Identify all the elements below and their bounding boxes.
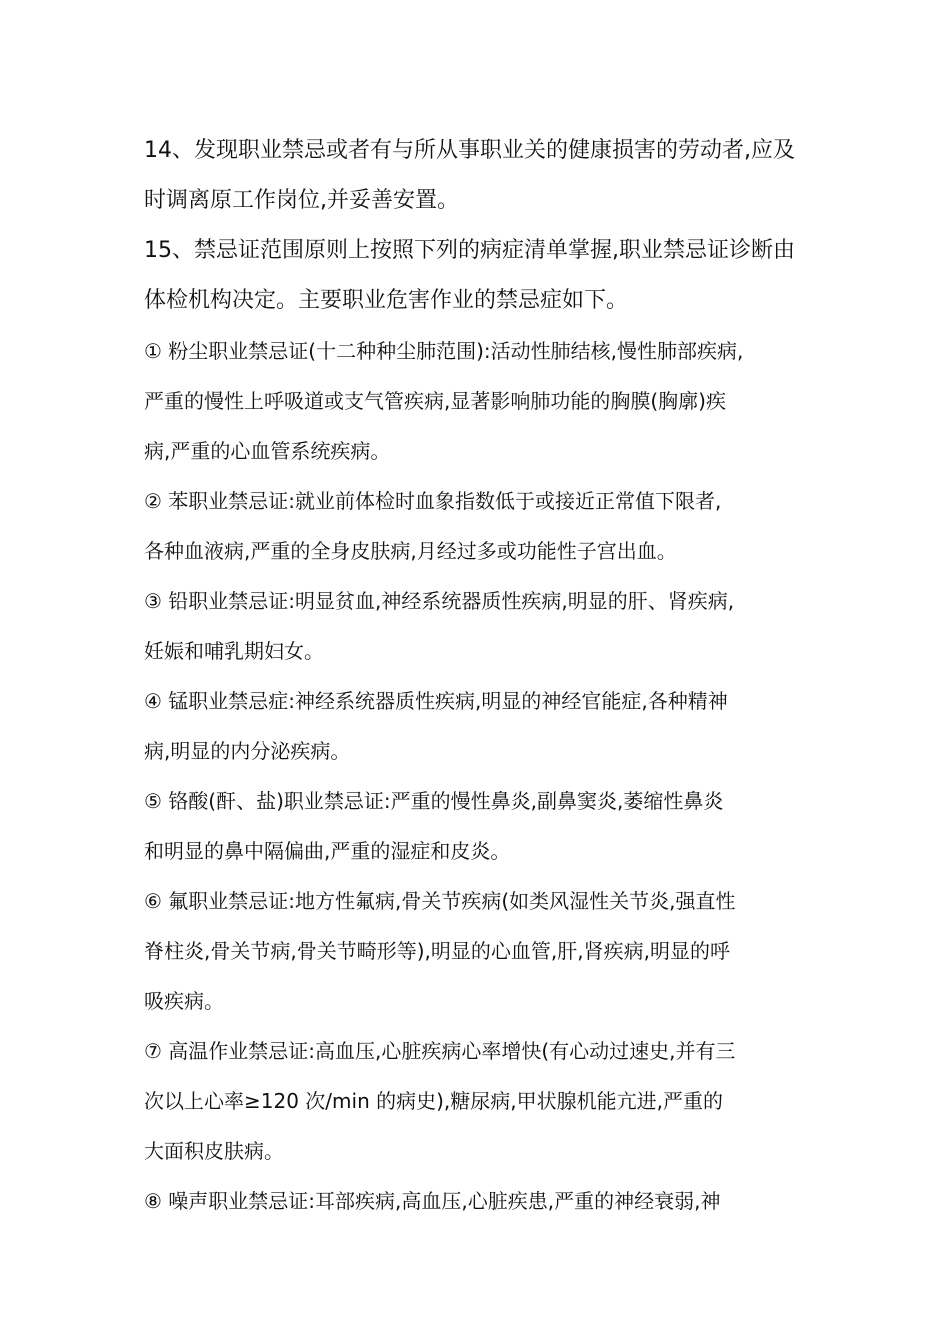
text-line: 和明显的鼻中隔偏曲,严重的湿症和皮炎。 — [144, 839, 511, 863]
text-line: 严重的慢性上呼吸道或支气管疾病,显著影响肺功能的胸膜(胸廓)疾 — [144, 389, 726, 413]
text-line: 体检机构决定。主要职业危害作业的禁忌症如下。 — [144, 288, 629, 313]
text-line: 15、禁忌证范围原则上按照下列的病症清单掌握,职业禁忌证诊断由 — [144, 238, 795, 263]
text-line: 各种血液病,严重的全身皮肤病,月经过多或功能性子宫出血。 — [144, 539, 677, 563]
paragraph-item-14 — [144, 126, 814, 226]
text-line: 时调离原工作岗位,并妥善安置。 — [144, 188, 459, 213]
text-line: 病,严重的心血管系统疾病。 — [144, 439, 391, 463]
text-line: ① 粉尘职业禁忌证(十二种种尘肺范围):活动性肺结核,慢性肺部疾病, — [144, 339, 744, 363]
text-line: ③ 铅职业禁忌证:明显贫血,神经系统器质性疾病,明显的肝、肾疾病, — [144, 589, 735, 613]
paragraph-fluorine — [144, 876, 814, 1026]
paragraph-dust — [144, 326, 814, 476]
text-line: 次以上心率≥120 次/min 的病史),糖尿病,甲状腺机能亢进,严重的 — [144, 1089, 723, 1113]
text-line: 脊柱炎,骨关节病,骨关节畸形等),明显的心血管,肝,肾疾病,明显的呼 — [144, 939, 730, 963]
paragraph-high-temp — [144, 1026, 814, 1176]
paragraph-lead — [144, 576, 814, 676]
paragraph-benzene — [144, 476, 814, 576]
text-line: 吸疾病。 — [144, 989, 224, 1013]
text-line: ⑥ 氟职业禁忌证:地方性氟病,骨关节疾病(如类风湿性关节炎,强直性 — [144, 889, 736, 913]
text-line: ⑤ 铬酸(酐、盐)职业禁忌证:严重的慢性鼻炎,副鼻窦炎,萎缩性鼻炎 — [144, 789, 724, 813]
paragraph-noise — [144, 1176, 814, 1226]
text-line: ④ 锰职业禁忌症:神经系统器质性疾病,明显的神经官能症,各种精神 — [144, 689, 728, 713]
paragraph-manganese — [144, 676, 814, 776]
text-line: ⑦ 高温作业禁忌证:高血压,心脏疾病心率增快(有心动过速史,并有三 — [144, 1039, 736, 1063]
text-line: 病,明显的内分泌疾病。 — [144, 739, 351, 763]
text-line: 14、发现职业禁忌或者有与所从事职业关的健康损害的劳动者,应及 — [144, 138, 795, 163]
text-line: ⑧ 噪声职业禁忌证:耳部疾病,高血压,心脏疾患,严重的神经衰弱,神 — [144, 1189, 721, 1213]
text-line: 大面积皮肤病。 — [144, 1139, 284, 1163]
document-body — [144, 126, 814, 1226]
paragraph-chromate — [144, 776, 814, 876]
text-line: ② 苯职业禁忌证:就业前体检时血象指数低于或接近正常值下限者, — [144, 489, 722, 513]
paragraph-item-15 — [144, 226, 814, 326]
text-line: 妊娠和哺乳期妇女。 — [144, 639, 324, 663]
